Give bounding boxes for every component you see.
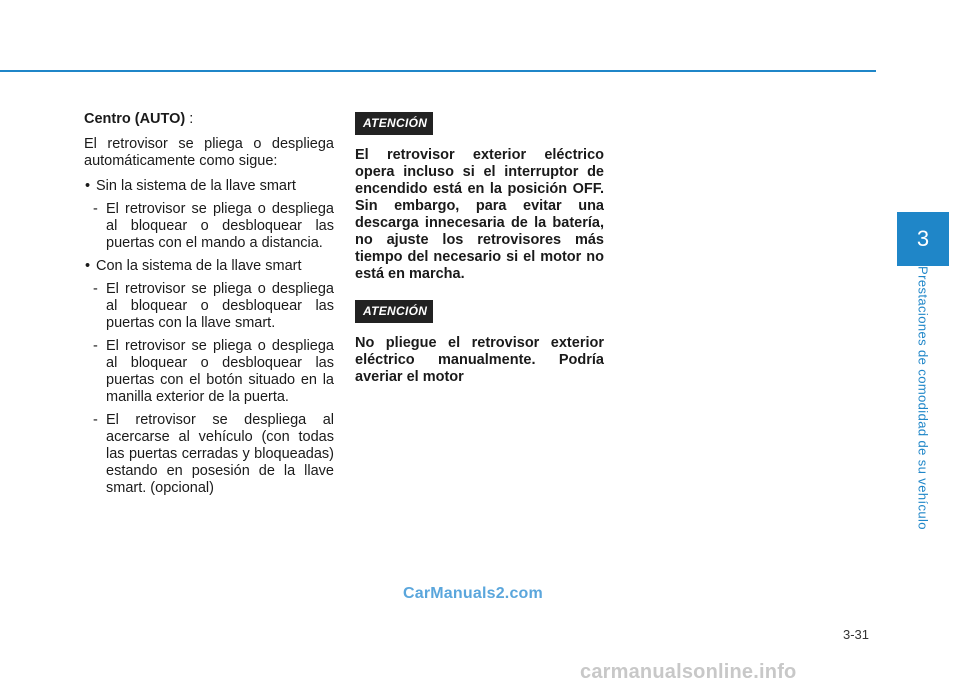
section-intro: El retrovisor se pliega o despliega automáticamente como sigue: (84, 136, 334, 169)
watermark-link[interactable]: CarManuals2.com (403, 585, 543, 602)
list-item: - El retrovisor se pliega o despliega al bloquear o desbloquear las puertas con el mando a distancia. (93, 201, 334, 251)
warning-text: El retrovisor exterior eléctrico opera incluso si el interruptor de encendido está en la posición OFF. Sin embargo, para evitar una descarga innecesaria de la batería, no ajuste los retrovisores más tiempo del necesario si el motor no está en marcha. (355, 147, 604, 282)
header-rule (0, 70, 876, 72)
chapter-title: Prestaciones de comodidad de su vehículo (915, 266, 931, 530)
list-item: - El retrovisor se despliega al acercarse al vehículo (con todas las puertas cerradas y bloqueadas) estando en posesión de la llave smart. (opcional) (93, 412, 334, 496)
warning-badge: ATENCIÓN (355, 300, 433, 323)
warning-text: No pliegue el retrovisor exterior eléctrico manualmente. Podría averiar el motor (355, 335, 604, 385)
chapter-number-tab (897, 212, 949, 266)
left-column (84, 111, 334, 503)
watermark-footer[interactable]: carmanualsonline.info (580, 661, 797, 683)
bullet-smart-key: • Con la sistema de la llave smart (84, 258, 334, 275)
right-column (355, 111, 604, 402)
warning-badge: ATENCIÓN (355, 112, 433, 135)
chapter-number: 3 (916, 226, 930, 251)
bullet-no-smart-key: • Sin la sistema de la llave smart (84, 178, 334, 195)
section-heading: Centro (AUTO) : (84, 111, 194, 127)
list-item: - El retrovisor se pliega o despliega al bloquear o desbloquear las puertas con la llave smart. (93, 281, 334, 331)
list-item: - El retrovisor se pliega o despliega al bloquear o desbloquear las puertas con el botón situado en la manilla exterior de la puerta. (93, 338, 334, 405)
page-number: 3-31 (843, 627, 870, 642)
